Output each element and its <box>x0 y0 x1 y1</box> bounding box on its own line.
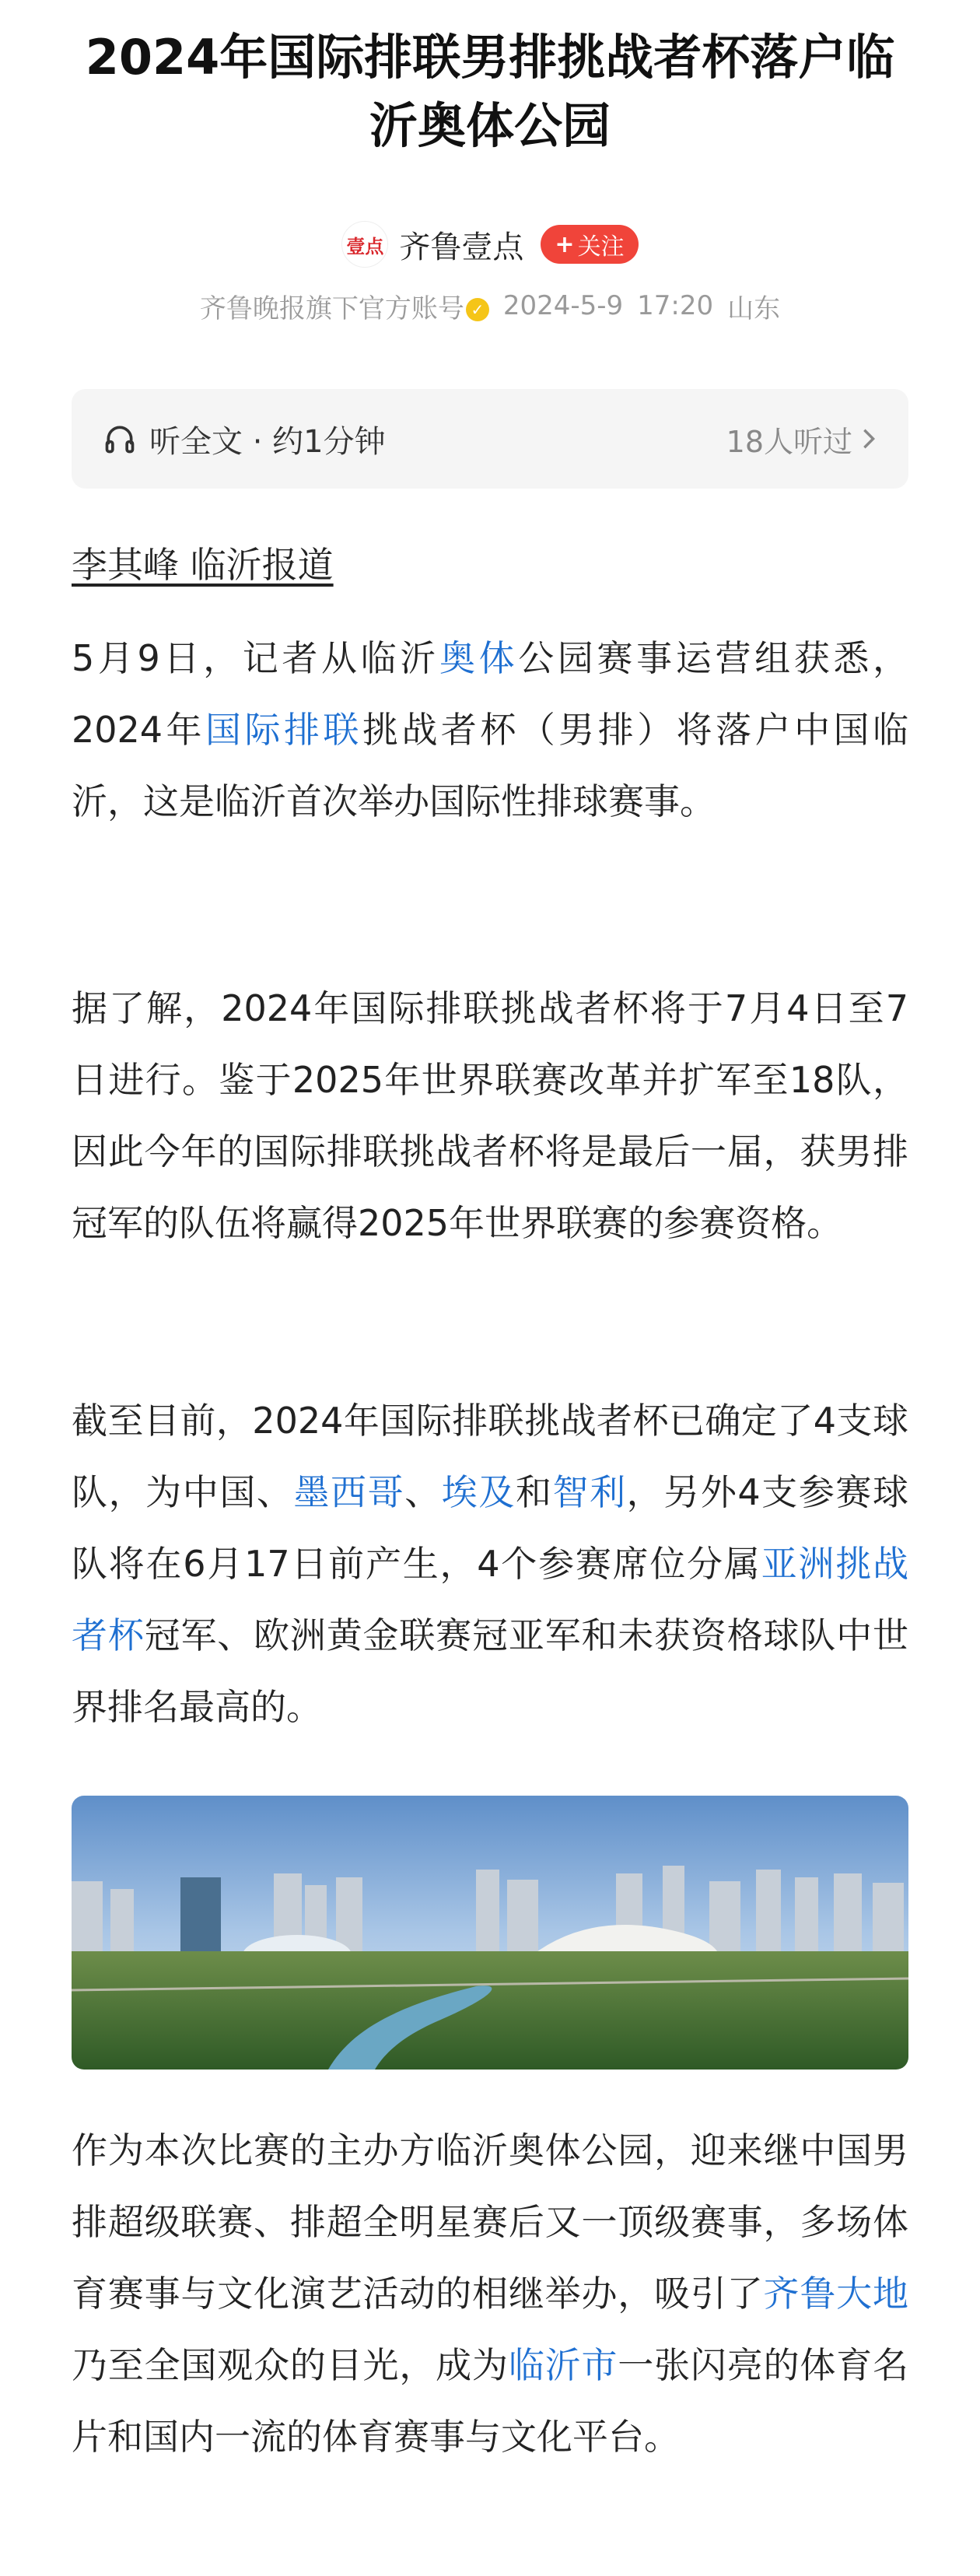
paragraph-text: 冠军、欧洲黄金联赛冠亚军和未获资格球队中世界排名最高的。 <box>72 1614 909 1728</box>
headphone-icon <box>103 422 137 456</box>
paragraph-3 <box>72 1385 908 1743</box>
author-logo-text: 壹点 <box>346 235 384 258</box>
publish-date: 2024-5-9 <box>502 290 624 321</box>
olympic-park-aerial-photo <box>72 1796 908 2070</box>
paragraph-2 <box>72 973 908 1259</box>
byline: 李其峰 临沂报道 <box>72 544 334 586</box>
follow-button[interactable] <box>541 225 638 264</box>
meta-row <box>0 282 980 330</box>
paragraph-text: 一张闪亮的体育名片和国内一流的体育赛事与文化平台。 <box>72 2344 909 2458</box>
paragraph-1 <box>72 622 908 837</box>
inline-link[interactable]: 国际排联 <box>205 709 362 751</box>
paragraph-4 <box>72 2115 908 2473</box>
plus-icon: + <box>555 230 575 258</box>
account-description: 齐鲁晚报旗下官方账号 <box>199 293 464 324</box>
inline-link[interactable]: 亚洲挑战者杯 <box>72 1543 908 1656</box>
inline-link[interactable]: 奥体 <box>439 637 519 679</box>
inline-link[interactable]: 齐鲁大地 <box>763 2273 909 2315</box>
paragraph-text: 公园赛事运营组获悉，2024年 <box>72 637 908 751</box>
paragraph-text: 据了解，2024年国际排联挑战者杯将于7月4日至7日进行。鉴于2025年世界联赛改革并扩军至18队，因此今年的国际排联挑战者杯将是最后一届，获男排冠军的队伍将赢得2025年世界联赛的参赛资格。 <box>72 987 908 1244</box>
follow-label: 关注 <box>577 233 625 261</box>
author-row <box>0 216 980 272</box>
article-image <box>72 1796 908 2070</box>
inline-link[interactable]: 墨西哥 <box>293 1471 405 1513</box>
listen-count: 18人听过 <box>726 424 852 459</box>
publish-time: 17:20 <box>637 290 714 321</box>
author-name[interactable]: 齐鲁壹点 <box>399 229 524 265</box>
inline-link[interactable]: 临沂市 <box>508 2344 618 2386</box>
listen-left <box>103 417 386 461</box>
listen-bar[interactable] <box>72 389 908 489</box>
article-title: 2024年国际排联男排挑战者杯落户临沂奥体公园 <box>85 29 895 154</box>
paragraph-text: 乃至全国观众的目光，成为 <box>72 2344 509 2386</box>
account-desc-wrap <box>200 287 489 325</box>
paragraph-text: 截至目前，2024年国际排联挑战者杯已确定了4支球队，为中国、 <box>72 1400 908 1513</box>
inline-link[interactable]: 埃及 <box>441 1471 516 1513</box>
verified-badge-icon: ✓ <box>466 298 489 321</box>
listen-right[interactable] <box>726 418 877 461</box>
paragraph-text: 、 <box>404 1471 442 1513</box>
inline-link[interactable]: 智利 <box>552 1471 627 1513</box>
paragraph-text: 挑战者杯（男排）将落户中国临沂，这是临沂首次举办国际性排球赛事。 <box>72 709 909 822</box>
paragraph-text: ，另外4支参赛球队将在6月17日前产生，4个参赛席位分属 <box>72 1471 908 1585</box>
author-avatar[interactable] <box>341 221 388 268</box>
listen-label: 听全文 · 约1分钟 <box>149 423 386 460</box>
paragraph-text: 5月9日，记者从临沂 <box>72 637 439 679</box>
paragraph-text: 和 <box>515 1471 553 1513</box>
chevron-right-icon <box>860 427 877 450</box>
publish-location: 山东 <box>727 293 781 324</box>
paragraph-text: 作为本次比赛的主办方临沂奥体公园，迎来继中国男排超级联赛、排超全明星赛后又一顶级赛事，多场体育赛事与文化演艺活动的相继举办，吸引了 <box>72 2129 908 2315</box>
